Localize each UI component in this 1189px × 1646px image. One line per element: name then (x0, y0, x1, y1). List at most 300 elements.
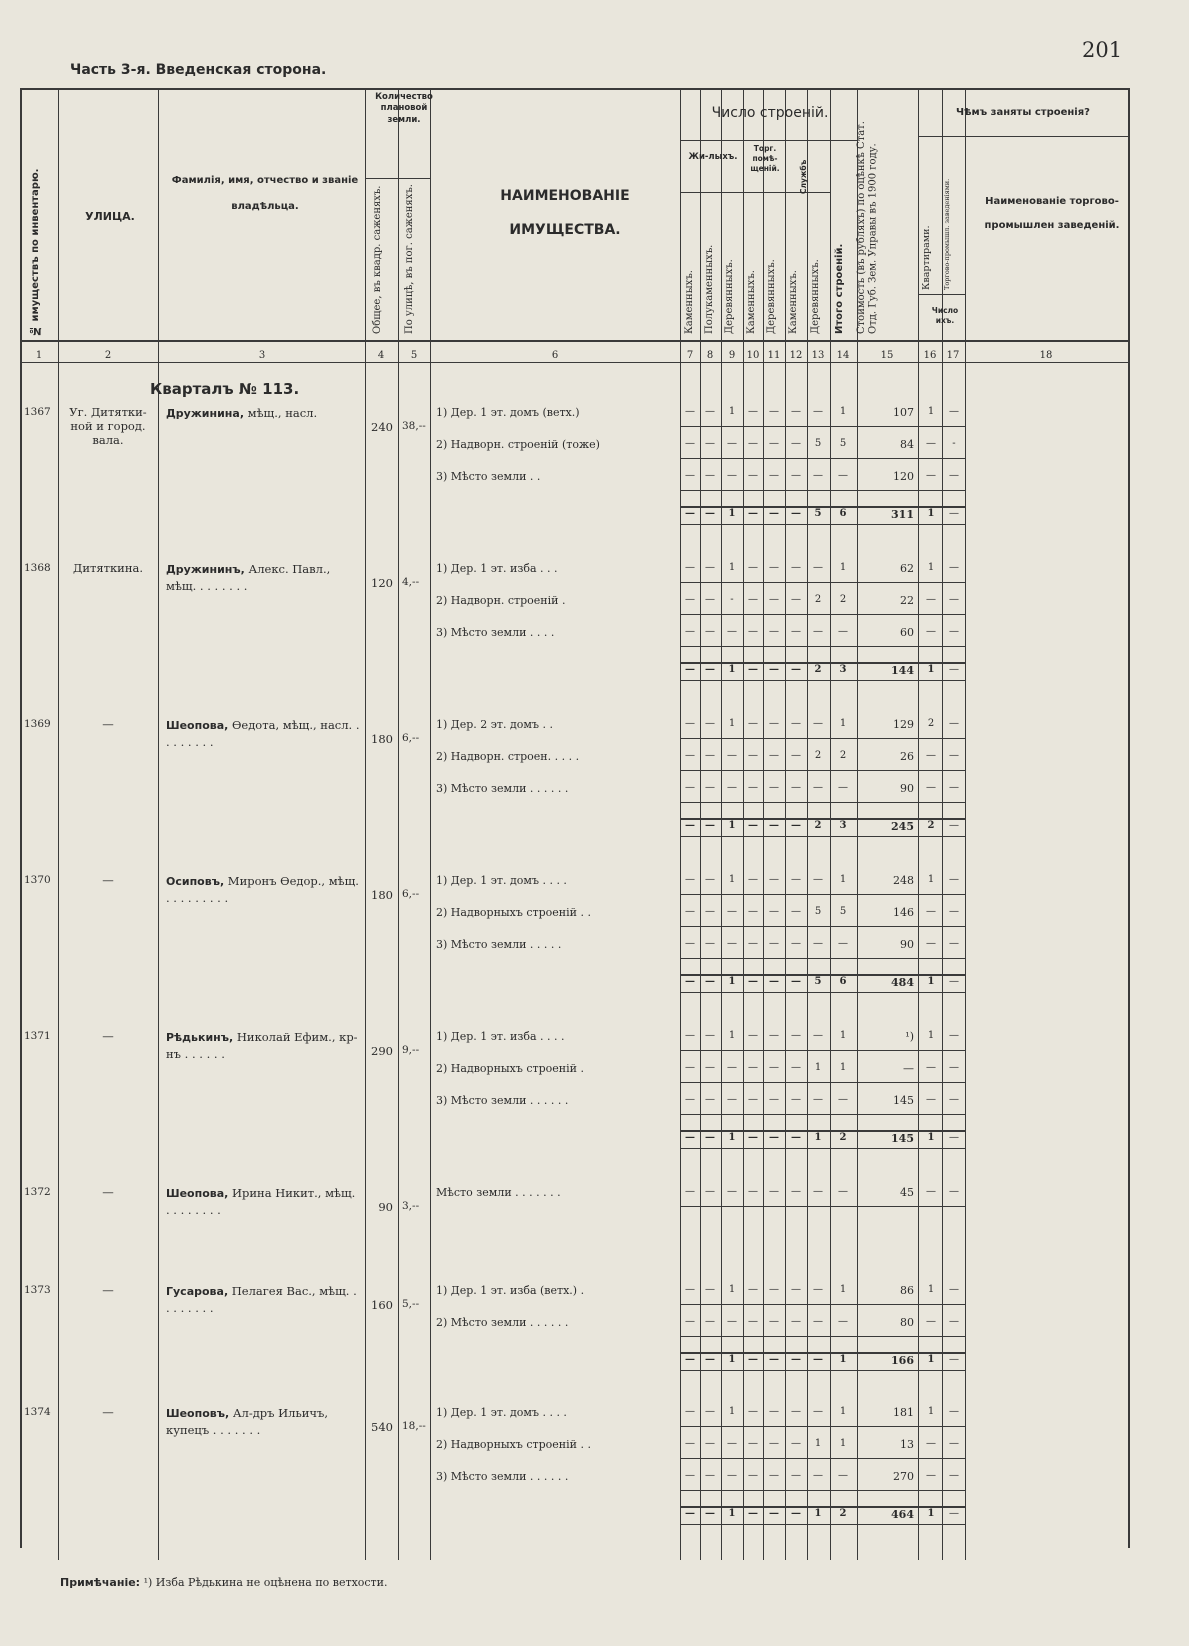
building-count: — (791, 782, 801, 793)
building-count: 1 (728, 1406, 736, 1417)
building-count: — (813, 470, 823, 481)
owner-surname: Осиповъ, (166, 875, 225, 888)
building-count: — (838, 1186, 848, 1197)
establishments-count: — (949, 1406, 959, 1417)
apartments-count: — (926, 594, 936, 605)
land-area: 180 (371, 888, 393, 902)
item-rule (680, 1426, 965, 1427)
total-bottom-rule (680, 836, 965, 837)
valuation: 26 (900, 750, 914, 763)
building-count: — (813, 406, 823, 417)
building-count: — (813, 874, 823, 885)
building-count: — (705, 874, 715, 885)
header-total-buildings: Итого строеній. (834, 243, 845, 334)
building-count: — (748, 750, 758, 761)
occupied-subrule (918, 136, 1128, 137)
property-item: 1) Дер. 1 эт. изба . . . . (436, 1030, 565, 1043)
item-rule (680, 1114, 965, 1115)
total-building-count: — (791, 1508, 801, 1519)
owner-name (166, 873, 361, 907)
apartments-count: — (926, 1062, 936, 1073)
header-frontage: По улицѣ, въ пог. саженяхъ. (404, 184, 415, 334)
building-count: — (748, 874, 758, 885)
building-count: — (727, 782, 737, 793)
total-bottom-rule (680, 992, 965, 993)
apartments-count: 1 (927, 1406, 935, 1417)
item-rule (680, 1304, 965, 1305)
establishments-count: — (949, 470, 959, 481)
building-count: — (748, 438, 758, 449)
building-count: — (727, 1316, 737, 1327)
building-count: 1 (839, 874, 847, 885)
building-count: — (769, 750, 779, 761)
frontage: 38,-- (402, 420, 426, 432)
total-valuation: 145 (891, 1132, 914, 1145)
building-count: 1 (839, 1438, 847, 1449)
owner-surname: Шеопова, (166, 1187, 229, 1200)
building-count: — (748, 906, 758, 917)
building-count: — (769, 938, 779, 949)
building-count: — (791, 1094, 801, 1105)
street-name: Дитяткина. (72, 561, 144, 575)
building-count: — (769, 406, 779, 417)
building-count: — (769, 718, 779, 729)
building-count: — (685, 1094, 695, 1105)
footnote-text: ¹) Изба Рѣдькина не оцѣнена по ветхости. (143, 1576, 388, 1589)
building-count: 2 (814, 750, 822, 761)
building-count: — (685, 438, 695, 449)
total-building-count: — (685, 1132, 695, 1143)
building-count: — (705, 1186, 715, 1197)
building-count: — (748, 1186, 758, 1197)
apartments-count: 1 (927, 874, 935, 885)
column-number: 3 (258, 350, 266, 361)
valuation: — (903, 1062, 914, 1075)
owner-surname: Дружининъ, (166, 563, 245, 576)
building-count: — (748, 470, 758, 481)
item-rule (680, 894, 965, 895)
building-count: — (685, 874, 695, 885)
building-count: — (791, 594, 801, 605)
establishments-count: - (952, 438, 956, 449)
frontage: 6,-- (402, 888, 420, 900)
apartments-count: — (926, 1470, 936, 1481)
total-building-count: 2 (839, 1508, 847, 1519)
total-valuation: 484 (891, 976, 914, 989)
building-count: — (748, 1470, 758, 1481)
building-count: — (791, 562, 801, 573)
item-rule (680, 1458, 965, 1459)
item-rule (680, 1336, 965, 1337)
table-right-rule (1128, 88, 1130, 1548)
column-number: 8 (706, 350, 714, 361)
item-rule (680, 1050, 965, 1051)
column-number: 13 (811, 350, 825, 361)
owner-surname: Шеоповъ, (166, 1407, 230, 1420)
building-count: — (705, 718, 715, 729)
property-item: 1) Дер. 2 эт. домъ . . (436, 718, 553, 731)
total-building-count: — (705, 1354, 715, 1365)
building-count: — (769, 1406, 779, 1417)
frontage: 4,-- (402, 576, 420, 588)
total-bottom-rule (680, 1524, 965, 1525)
building-count: — (685, 1030, 695, 1041)
header-wood-trade: Деревянныхъ. (766, 259, 777, 334)
total-building-count: — (769, 1132, 779, 1143)
header-stone-service: Каменныхъ. (788, 270, 799, 334)
land-area: 540 (371, 1420, 393, 1434)
item-rule (680, 1206, 965, 1207)
property-item: 1) Дер. 1 эт. домъ (ветх.) (436, 406, 580, 419)
header-buildings: Число строеній. (711, 105, 829, 121)
owner-details: Өедота, мѣщ., насл. . . . . . . . . (166, 718, 360, 749)
building-count: — (685, 406, 695, 417)
building-count: — (685, 1438, 695, 1449)
total-building-count: — (685, 664, 695, 675)
land-area: 290 (371, 1044, 393, 1058)
property-item: 2) Надворн. строеній (тоже) (436, 438, 600, 451)
inventory-number: 1369 (24, 718, 51, 730)
valuation: 146 (893, 906, 914, 919)
column-number: 17 (946, 350, 960, 361)
inventory-number: 1373 (24, 1284, 51, 1296)
building-count: 1 (839, 1062, 847, 1073)
total-apartments: 2 (927, 820, 935, 831)
header-street: УЛИЦА. (85, 210, 135, 223)
total-building-count: 1 (814, 1132, 822, 1143)
land-area: 160 (371, 1298, 393, 1312)
building-count: — (813, 938, 823, 949)
building-count: — (705, 906, 715, 917)
building-count: 2 (839, 750, 847, 761)
total-building-count: 5 (814, 976, 822, 987)
establishments-count: — (949, 750, 959, 761)
item-rule (680, 426, 965, 427)
building-count: — (705, 626, 715, 637)
building-count: — (813, 1316, 823, 1327)
total-valuation: 245 (891, 820, 914, 833)
header-service: Службъ (799, 159, 808, 194)
street-name: Уг. Дитятки-ной и город. вала. (69, 405, 147, 447)
building-count: — (727, 626, 737, 637)
item-rule (680, 614, 965, 615)
column-number: 10 (746, 350, 760, 361)
property-item: 3) Мѣсто земли . . . . . (436, 938, 562, 951)
item-rule (680, 1082, 965, 1083)
column-number: 18 (1039, 350, 1053, 361)
property-item: 3) Мѣсто земли . . . . (436, 626, 555, 639)
building-count: — (813, 562, 823, 573)
item-rule (680, 646, 965, 647)
land-subrule (365, 178, 430, 179)
total-building-count: — (769, 1508, 779, 1519)
building-count: — (705, 470, 715, 481)
building-count: — (685, 782, 695, 793)
part-title: Часть 3-я. Введенская сторона. (70, 62, 327, 78)
building-count: — (813, 718, 823, 729)
property-item: 3) Мѣсто земли . . . . . . (436, 782, 569, 795)
valuation: 248 (893, 874, 914, 887)
total-building-count: 6 (839, 976, 847, 987)
establishments-count: — (949, 562, 959, 573)
valuation: 45 (900, 1186, 914, 1199)
building-count: — (769, 1316, 779, 1327)
building-count: — (685, 750, 695, 761)
building-count: 1 (839, 718, 847, 729)
column-number-rule (20, 362, 1130, 363)
building-count: 1 (728, 1030, 736, 1041)
header-area: Общее, въ квадр. саженяхъ. (372, 185, 383, 334)
owner-name (166, 1405, 361, 1439)
building-count: — (813, 1406, 823, 1417)
building-count: — (748, 1062, 758, 1073)
total-building-count: — (791, 664, 801, 675)
building-count: 5 (839, 438, 847, 449)
building-count: 2 (839, 594, 847, 605)
establishments-count: — (949, 1470, 959, 1481)
column-divider (365, 88, 366, 1560)
total-building-count: — (685, 1508, 695, 1519)
building-count: — (838, 938, 848, 949)
building-count: — (791, 470, 801, 481)
building-count: — (685, 626, 695, 637)
header-occupied: Чѣмъ заняты строенія? (956, 107, 1090, 118)
building-count: — (791, 1186, 801, 1197)
building-count: — (769, 438, 779, 449)
street-name: — (102, 1405, 114, 1419)
item-rule (680, 738, 965, 739)
building-count: — (748, 626, 758, 637)
valuation: 80 (900, 1316, 914, 1329)
building-count: — (769, 1438, 779, 1449)
total-building-count: — (705, 1508, 715, 1519)
total-valuation: 464 (891, 1508, 914, 1521)
valuation: 90 (900, 782, 914, 795)
building-count: — (705, 750, 715, 761)
total-building-count: — (685, 508, 695, 519)
apartments-count: 1 (927, 1284, 935, 1295)
owner-details: мѣщ., насл. (244, 406, 318, 420)
property-item: 2) Надворныхъ строеній . . (436, 906, 591, 919)
building-count: — (685, 1186, 695, 1197)
valuation: 62 (900, 562, 914, 575)
building-count: — (748, 1438, 758, 1449)
column-divider (763, 88, 764, 1560)
valuation: 90 (900, 938, 914, 951)
property-item: 2) Надворныхъ строеній . (436, 1062, 584, 1075)
total-building-count: — (748, 664, 758, 675)
building-count: — (705, 438, 715, 449)
land-area: 120 (371, 576, 393, 590)
building-count: — (685, 1406, 695, 1417)
total-bottom-rule (680, 524, 965, 525)
building-count: — (791, 906, 801, 917)
frontage: 18,-- (402, 1420, 426, 1432)
valuation: 86 (900, 1284, 914, 1297)
column-divider (807, 88, 808, 1560)
building-count: — (685, 594, 695, 605)
apartments-count: — (926, 626, 936, 637)
total-building-count: 1 (814, 1508, 822, 1519)
land-area: 90 (378, 1200, 393, 1214)
total-building-count: 1 (728, 1354, 736, 1365)
building-count: — (705, 1094, 715, 1105)
valuation: 181 (893, 1406, 914, 1419)
building-count: — (769, 626, 779, 637)
building-count: 1 (728, 1284, 736, 1295)
apartments-count: — (926, 782, 936, 793)
buildings-subrule (680, 140, 857, 141)
total-building-count: — (748, 1132, 758, 1143)
apartments-count: 2 (927, 718, 935, 729)
total-building-count: — (769, 976, 779, 987)
column-divider (785, 88, 786, 1560)
total-building-count: — (705, 664, 715, 675)
apartments-count: — (926, 1094, 936, 1105)
establishments-count: — (949, 718, 959, 729)
building-count: — (748, 718, 758, 729)
establishments-count: — (949, 594, 959, 605)
total-building-count: 5 (814, 508, 822, 519)
building-count: — (705, 1062, 715, 1073)
column-number: 11 (767, 350, 781, 361)
establishments-count: — (949, 782, 959, 793)
building-count: — (791, 1030, 801, 1041)
building-count: — (685, 562, 695, 573)
inventory-number: 1374 (24, 1406, 51, 1418)
column-number: 12 (789, 350, 803, 361)
building-count: — (705, 562, 715, 573)
building-count: — (685, 906, 695, 917)
land-area: 180 (371, 732, 393, 746)
page-number: 201 (1082, 38, 1123, 62)
owner-details: Ал-дръ Ильичъ, купецъ . . . . . . . (166, 1406, 328, 1437)
building-count: — (791, 1062, 801, 1073)
owner-surname: Рѣдькинъ, (166, 1031, 234, 1044)
building-count: — (727, 906, 737, 917)
total-building-count: 1 (728, 664, 736, 675)
total-valuation: 144 (891, 664, 914, 677)
building-count: 1 (814, 1438, 822, 1449)
footnote-label: Примѣчаніе: (60, 1576, 141, 1589)
column-number: 15 (880, 350, 894, 361)
total-apartments: 1 (927, 664, 935, 675)
header-wood-living: Деревянныхъ. (724, 259, 735, 334)
building-count: — (727, 1470, 737, 1481)
frontage: 6,-- (402, 732, 420, 744)
header-bottom-rule (20, 340, 1130, 342)
owner-details: Миронъ Өедор., мѣщ. . . . . . . . . . (166, 874, 359, 905)
building-count: — (838, 470, 848, 481)
quarter-title: Кварталъ № 113. (150, 380, 300, 398)
inventory-number: 1368 (24, 562, 51, 574)
apartments-count: — (926, 470, 936, 481)
total-valuation: 311 (891, 508, 914, 521)
column-divider (430, 88, 431, 1560)
inventory-number: 1370 (24, 874, 51, 886)
establishments-count: — (949, 1438, 959, 1449)
building-count: — (791, 1438, 801, 1449)
building-count: 5 (814, 906, 822, 917)
building-count: 1 (728, 718, 736, 729)
header-owner: Фамилія, имя, отчество и званіе владѣльца. (171, 175, 359, 212)
building-count: - (730, 594, 734, 605)
street-name: — (102, 1029, 114, 1043)
apartments-count: — (926, 438, 936, 449)
total-apartments: 1 (927, 1354, 935, 1365)
item-rule (680, 458, 965, 459)
property-item: 1) Дер. 1 эт. изба . . . (436, 562, 558, 575)
establishments-count: — (949, 906, 959, 917)
building-count: — (769, 1094, 779, 1105)
column-divider (58, 88, 59, 1560)
building-count: — (791, 874, 801, 885)
establishments-count: — (949, 1030, 959, 1041)
total-building-count: 3 (839, 664, 847, 675)
property-item: 2) Надворн. строен. . . . . (436, 750, 580, 763)
owner-name (166, 1283, 361, 1317)
total-building-count: — (791, 1354, 801, 1365)
total-establishments: — (949, 1354, 959, 1365)
building-count: — (727, 750, 737, 761)
total-establishments: — (949, 664, 959, 675)
building-count: — (838, 626, 848, 637)
total-building-count: — (769, 820, 779, 831)
header-halfstone-living: Полукаменныхъ. (704, 244, 715, 334)
valuation: 60 (900, 626, 914, 639)
building-count: — (838, 1470, 848, 1481)
building-count: 5 (814, 438, 822, 449)
column-number: 5 (410, 350, 418, 361)
building-count: — (685, 470, 695, 481)
property-item: Мѣсто земли . . . . . . . (436, 1186, 561, 1199)
establishments-count: — (949, 1186, 959, 1197)
establishments-count: — (949, 938, 959, 949)
valuation: 145 (893, 1094, 914, 1107)
building-count: — (769, 1284, 779, 1295)
building-count: — (705, 594, 715, 605)
valuation: 129 (893, 718, 914, 731)
building-count: — (813, 626, 823, 637)
establishments-count: — (949, 1062, 959, 1073)
owner-surname: Шеопова, (166, 719, 229, 732)
total-building-count: 1 (839, 1354, 847, 1365)
building-count: 1 (839, 406, 847, 417)
building-count: — (748, 1316, 758, 1327)
apartments-count: — (926, 938, 936, 949)
building-count: — (727, 1438, 737, 1449)
total-building-count: 2 (814, 664, 822, 675)
property-item: 3) Мѣсто земли . . . . . . (436, 1094, 569, 1107)
total-apartments: 1 (927, 1132, 935, 1143)
building-count: — (769, 562, 779, 573)
owner-surname: Гусарова, (166, 1285, 229, 1298)
owner-details: Ирина Никит., мѣщ. . . . . . . . . (166, 1186, 356, 1217)
inventory-number: 1371 (24, 1030, 51, 1042)
frontage: 3,-- (402, 1200, 420, 1212)
building-count: — (727, 1062, 737, 1073)
column-number: 14 (836, 350, 850, 361)
apartments-count: — (926, 1316, 936, 1327)
column-number: 7 (686, 350, 694, 361)
establishments-count: — (949, 1284, 959, 1295)
building-count: — (769, 906, 779, 917)
building-count: — (727, 1186, 737, 1197)
valuation: 13 (900, 1438, 914, 1451)
total-building-count: — (685, 820, 695, 831)
inventory-number: 1372 (24, 1186, 51, 1198)
building-count: — (705, 406, 715, 417)
